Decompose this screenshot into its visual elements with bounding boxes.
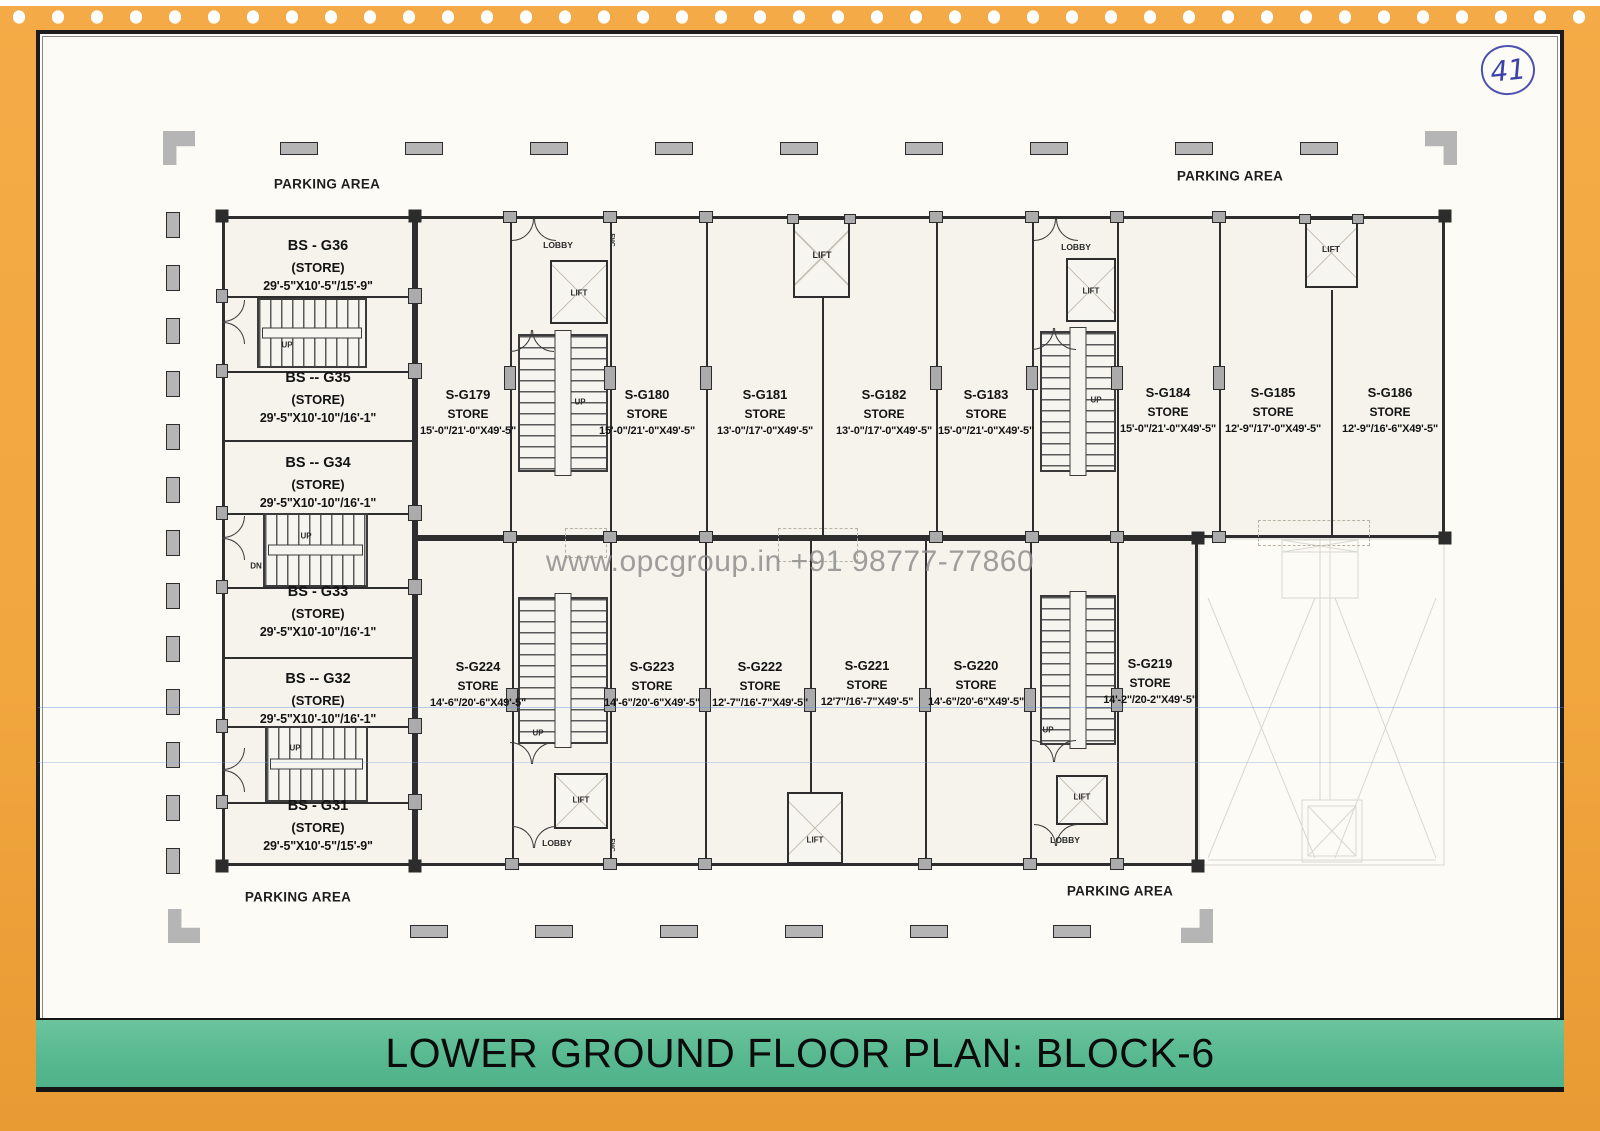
door-leaf-arc	[223, 322, 245, 344]
parking-bumper	[166, 477, 180, 503]
wall-pilaster	[603, 211, 617, 223]
parking-bumper	[166, 318, 180, 344]
parking-bumper	[655, 142, 693, 155]
room-name: S-G186	[1367, 385, 1413, 400]
parking-area-label: PARKING AREA	[273, 176, 381, 192]
wall-pilaster	[216, 719, 228, 733]
room-dims: 29'-5"X10'-10"/16'-1"	[259, 411, 377, 426]
parking-bumper	[405, 142, 443, 155]
staircase	[1040, 331, 1116, 472]
room-label-top_stores-5	[1120, 383, 1216, 437]
label-lobby: LOBBY	[543, 240, 573, 250]
wall-pilaster	[603, 858, 617, 870]
room-dims: 29'-5"X10'-10"/16'-1"	[259, 496, 377, 511]
room-name: BS - G31	[287, 798, 349, 814]
parking-corner-bumper	[163, 131, 195, 165]
wall-pilaster	[698, 858, 712, 870]
parking-area-label: PARKING AREA	[1176, 168, 1284, 184]
room-name: S-G219	[1127, 656, 1173, 671]
door-leaf-arc	[1054, 328, 1076, 350]
room-type: STORE	[744, 406, 786, 421]
wall-pilaster	[408, 579, 422, 595]
parking-bumper	[1175, 142, 1213, 155]
room-name: S-G179	[445, 387, 491, 402]
label-fhc: FHC	[608, 838, 616, 852]
staircase	[518, 334, 608, 472]
door-swing-icon	[223, 748, 245, 792]
room-name: S-G221	[844, 658, 890, 673]
door-leaf-arc	[1032, 740, 1054, 762]
wall-pilaster	[1110, 531, 1124, 543]
label-up: UP	[574, 397, 586, 407]
room-type: STORE	[846, 677, 888, 692]
wall-corner-block	[1192, 532, 1205, 545]
stair-landing-rail	[270, 759, 363, 770]
interior-wall	[822, 298, 824, 538]
label-lift: LIFT	[812, 250, 832, 260]
parking-corner-bumper	[1425, 131, 1457, 165]
room-label-top_stores-7	[1342, 383, 1438, 437]
wall-corner-block	[216, 860, 229, 873]
room-dims: 13'-0"/17'-0"X49'-5"	[717, 424, 813, 437]
wall-pilaster	[700, 366, 712, 390]
parking-area-label: PARKING AREA	[1066, 883, 1174, 899]
room-name: BS -- G35	[285, 370, 351, 386]
door-swing-icon	[510, 742, 554, 764]
parking-bumper	[660, 925, 698, 938]
wall-pilaster	[503, 531, 517, 543]
parking-bumper	[166, 424, 180, 450]
wall-corner-block	[1439, 210, 1452, 223]
room-dims: 29'-5"X10'-10"/16'-1"	[259, 625, 377, 640]
door-leaf-arc	[510, 330, 532, 352]
interior-wall	[1331, 290, 1333, 538]
room-dims: 15'-0"/21'-0"X49'-5"	[938, 424, 1034, 437]
label-lift: LIFT	[572, 795, 590, 805]
door-swing-icon	[223, 300, 245, 344]
room-type: (STORE)	[291, 605, 345, 621]
parking-bumper	[785, 925, 823, 938]
room-label-bottom_stores-3	[821, 656, 913, 710]
wall-pilaster	[408, 794, 422, 810]
door-leaf-arc	[223, 538, 245, 560]
wall-pilaster	[699, 211, 713, 223]
binding-holes	[0, 4, 1600, 34]
room-label-bottom_stores-4	[928, 656, 1024, 710]
door-leaf-arc	[532, 330, 554, 352]
door-swing-icon	[510, 330, 554, 352]
door-swing-icon	[1032, 328, 1076, 350]
label-lift: LIFT	[1322, 244, 1340, 254]
room-name: S-G182	[861, 387, 907, 402]
room-dims: 14'-6"/20'-6"X49'-5"	[430, 696, 526, 709]
door-swing-icon	[1034, 219, 1078, 241]
wall-pilaster	[216, 795, 228, 809]
room-dims: 14'-6"/20'-6"X49'-5"	[604, 696, 700, 709]
door-swing-icon	[512, 219, 556, 241]
label-lift: LIFT	[806, 835, 824, 845]
room-type: STORE	[626, 406, 668, 421]
room-label-top_stores-4	[938, 385, 1034, 439]
room-type: STORE	[863, 406, 905, 421]
room-dims: 29'-5"X10'-5"/15'-9"	[263, 839, 373, 854]
room-type: STORE	[965, 406, 1007, 421]
stair-landing-rail	[268, 545, 363, 556]
door-leaf-arc	[223, 300, 245, 322]
wall-pilaster	[787, 214, 799, 224]
room-dims: 12'-9"/17'-0"X49'-5"	[1225, 422, 1321, 435]
wall-pilaster	[844, 214, 856, 224]
wall-pilaster	[699, 531, 713, 543]
room-type: (STORE)	[291, 476, 345, 492]
wall-corner-block	[409, 210, 422, 223]
door-leaf-arc	[512, 219, 534, 241]
label-up: UP	[1090, 395, 1102, 405]
parking-bumper	[166, 848, 180, 874]
stair-landing-rail	[1070, 591, 1087, 749]
room-type: STORE	[457, 678, 499, 693]
label-lift: LIFT	[1082, 286, 1100, 296]
door-leaf-arc	[510, 742, 532, 764]
wall-pilaster	[929, 211, 943, 223]
wall-pilaster	[505, 858, 519, 870]
plan-title: LOWER GROUND FLOOR PLAN: BLOCK-6	[385, 1030, 1215, 1076]
room-dims: 13'-0"/17'-0"X49'-5"	[836, 424, 932, 437]
label-dn: DN	[250, 561, 262, 571]
room-name: S-G222	[737, 659, 783, 674]
dashed-opening	[565, 528, 607, 558]
parking-bumper	[166, 636, 180, 662]
door-swing-icon	[223, 516, 245, 560]
interior-wall	[810, 538, 812, 795]
staircase	[257, 298, 367, 368]
wall-pilaster	[1212, 531, 1226, 543]
wall-pilaster	[408, 505, 422, 521]
parking-bumper	[780, 142, 818, 155]
room-label-top_stores-2	[717, 385, 813, 439]
dashed-opening	[1258, 520, 1370, 546]
parking-bumper	[166, 583, 180, 609]
label-up: UP	[289, 743, 301, 753]
room-name: S-G220	[953, 658, 999, 673]
door-swing-icon	[1032, 740, 1076, 762]
title-banner	[36, 1018, 1564, 1092]
room-dims: 12'7"/16'-7"X49'-5"	[820, 695, 914, 708]
room-type: (STORE)	[291, 819, 345, 835]
room-type: STORE	[1369, 404, 1411, 419]
room-label-left_stores-1	[260, 368, 376, 428]
door-leaf-arc	[1054, 740, 1076, 762]
room-label-bottom_stores-2	[712, 657, 808, 711]
label-lobby: LOBBY	[1061, 242, 1091, 252]
parking-bumper	[530, 142, 568, 155]
wall-corner-block	[1192, 860, 1205, 873]
label-lift: LIFT	[570, 288, 588, 298]
label-lobby: LOBBY	[542, 838, 572, 848]
parking-bumper	[1030, 142, 1068, 155]
room-dims: 15'-0"/21'-0"X49'-5"	[1120, 422, 1216, 435]
parking-bumper	[166, 689, 180, 715]
wall-pilaster	[699, 688, 711, 712]
staircase	[265, 726, 368, 802]
room-name: BS - G36	[287, 238, 349, 254]
room-label-top_stores-6	[1225, 383, 1321, 437]
room-label-bottom_stores-1	[604, 657, 700, 711]
door-leaf-arc	[223, 770, 245, 792]
room-label-left_stores-4	[260, 669, 376, 729]
room-label-top_stores-1	[599, 385, 695, 439]
stair-landing-rail	[555, 593, 572, 748]
stair-landing-rail	[262, 328, 362, 339]
room-label-bottom_stores-5	[1103, 654, 1197, 708]
room-type: STORE	[739, 678, 781, 693]
room-name: S-G184	[1145, 385, 1191, 400]
wall-pilaster	[1110, 858, 1124, 870]
wall-corner-block	[216, 210, 229, 223]
wall-pilaster	[918, 858, 932, 870]
parking-bumper	[166, 742, 180, 768]
room-label-top_stores-3	[836, 385, 932, 439]
parking-bumper	[166, 530, 180, 556]
room-label-top_stores-0	[420, 385, 516, 439]
interior-wall	[222, 657, 415, 659]
room-type: (STORE)	[291, 391, 345, 407]
room-type: STORE	[1252, 404, 1294, 419]
wall-corner-block	[409, 860, 422, 873]
watermark: www.opcgroup.in +91 98777-77860	[545, 545, 1035, 578]
handwritten-page-number: 41	[1479, 42, 1538, 97]
wall-pilaster	[603, 531, 617, 543]
parking-bumper	[905, 142, 943, 155]
dashed-opening	[778, 528, 858, 562]
label-up: UP	[281, 340, 293, 350]
room-name: S-G223	[629, 659, 675, 674]
wall-pilaster	[1023, 858, 1037, 870]
room-dims: 12'-9"/16'-6"X49'-5"	[1342, 422, 1438, 435]
parking-corner-bumper	[1181, 909, 1213, 943]
staircase	[263, 513, 368, 587]
door-leaf-arc	[223, 516, 245, 538]
room-name: S-G224	[455, 659, 501, 674]
label-up: UP	[300, 531, 312, 541]
room-dims: 29'-5"X10'-10"/16'-1"	[259, 712, 377, 727]
room-dims: 12'-7"/16'-7"X49'-5"	[712, 696, 808, 709]
room-type: (STORE)	[291, 259, 345, 275]
room-name: BS - G33	[287, 584, 349, 600]
lift-shaft	[787, 792, 843, 864]
room-dims: 14'-2"/20-2"X49'-5"	[1103, 693, 1197, 706]
door-leaf-arc	[532, 742, 554, 764]
door-leaf-arc	[1032, 328, 1054, 350]
parking-area-label: PARKING AREA	[244, 889, 352, 905]
wall-pilaster	[929, 531, 943, 543]
parking-bumper	[166, 265, 180, 291]
parking-bumper	[280, 142, 318, 155]
room-type: STORE	[1129, 675, 1171, 690]
parking-bumper	[166, 212, 180, 238]
parking-bumper	[410, 925, 448, 938]
wall-pilaster	[408, 288, 422, 304]
parking-bumper	[166, 371, 180, 397]
parking-bumper	[535, 925, 573, 938]
room-type: (STORE)	[291, 692, 345, 708]
door-leaf-arc	[512, 826, 534, 848]
wall-corner-block	[1439, 532, 1452, 545]
wall-pilaster	[216, 364, 228, 378]
parking-bumper	[1053, 925, 1091, 938]
room-type: STORE	[1147, 404, 1189, 419]
stair-landing-rail	[555, 330, 572, 476]
future-extension-ghost	[1198, 538, 1445, 866]
room-name: BS -- G34	[285, 455, 351, 471]
wall-pilaster	[216, 580, 228, 594]
label-up: UP	[532, 728, 544, 738]
staircase	[518, 597, 608, 744]
door-leaf-arc	[223, 748, 245, 770]
room-dims: 15'-0"/21'-0"X49'-5"	[420, 424, 516, 437]
parking-corner-bumper	[168, 909, 200, 943]
wall-pilaster	[1024, 688, 1036, 712]
label-fhc: FHC	[608, 233, 616, 247]
wall-pilaster	[1299, 214, 1311, 224]
parking-bumper	[910, 925, 948, 938]
interior-wall	[222, 440, 415, 442]
door-leaf-arc	[534, 219, 556, 241]
room-name: BS -- G32	[285, 671, 351, 687]
label-up: UP	[1042, 725, 1054, 735]
room-dims: 14'-6"/20'-6"X49'-5"	[928, 695, 1024, 708]
room-name: S-G183	[963, 387, 1009, 402]
label-lobby: LOBBY	[1050, 835, 1080, 845]
wall-pilaster	[1352, 214, 1364, 224]
wall-pilaster	[408, 718, 422, 734]
room-label-left_stores-3	[260, 582, 376, 642]
room-label-left_stores-0	[263, 236, 373, 296]
door-leaf-arc	[1034, 219, 1056, 241]
door-leaf-arc	[1056, 219, 1078, 241]
room-type: STORE	[955, 677, 997, 692]
room-type: STORE	[447, 406, 489, 421]
wall-pilaster	[408, 363, 422, 379]
room-dims: 15'-0"/21'-0"X49'-5"	[599, 424, 695, 437]
room-name: S-G180	[624, 387, 670, 402]
room-type: STORE	[631, 678, 673, 693]
room-name: S-G181	[742, 387, 788, 402]
parking-bumper	[166, 795, 180, 821]
wall-pilaster	[1110, 211, 1124, 223]
room-dims: 29'-5"X10'-5"/15'-9"	[263, 279, 373, 294]
wall-pilaster	[1212, 211, 1226, 223]
label-lift: LIFT	[1073, 792, 1091, 802]
room-name: S-G185	[1250, 385, 1296, 400]
wall-pilaster	[1025, 531, 1039, 543]
room-label-bottom_stores-0	[430, 657, 526, 711]
room-label-left_stores-2	[260, 453, 376, 513]
room-label-left_stores-5	[263, 796, 373, 856]
parking-bumper	[1300, 142, 1338, 155]
